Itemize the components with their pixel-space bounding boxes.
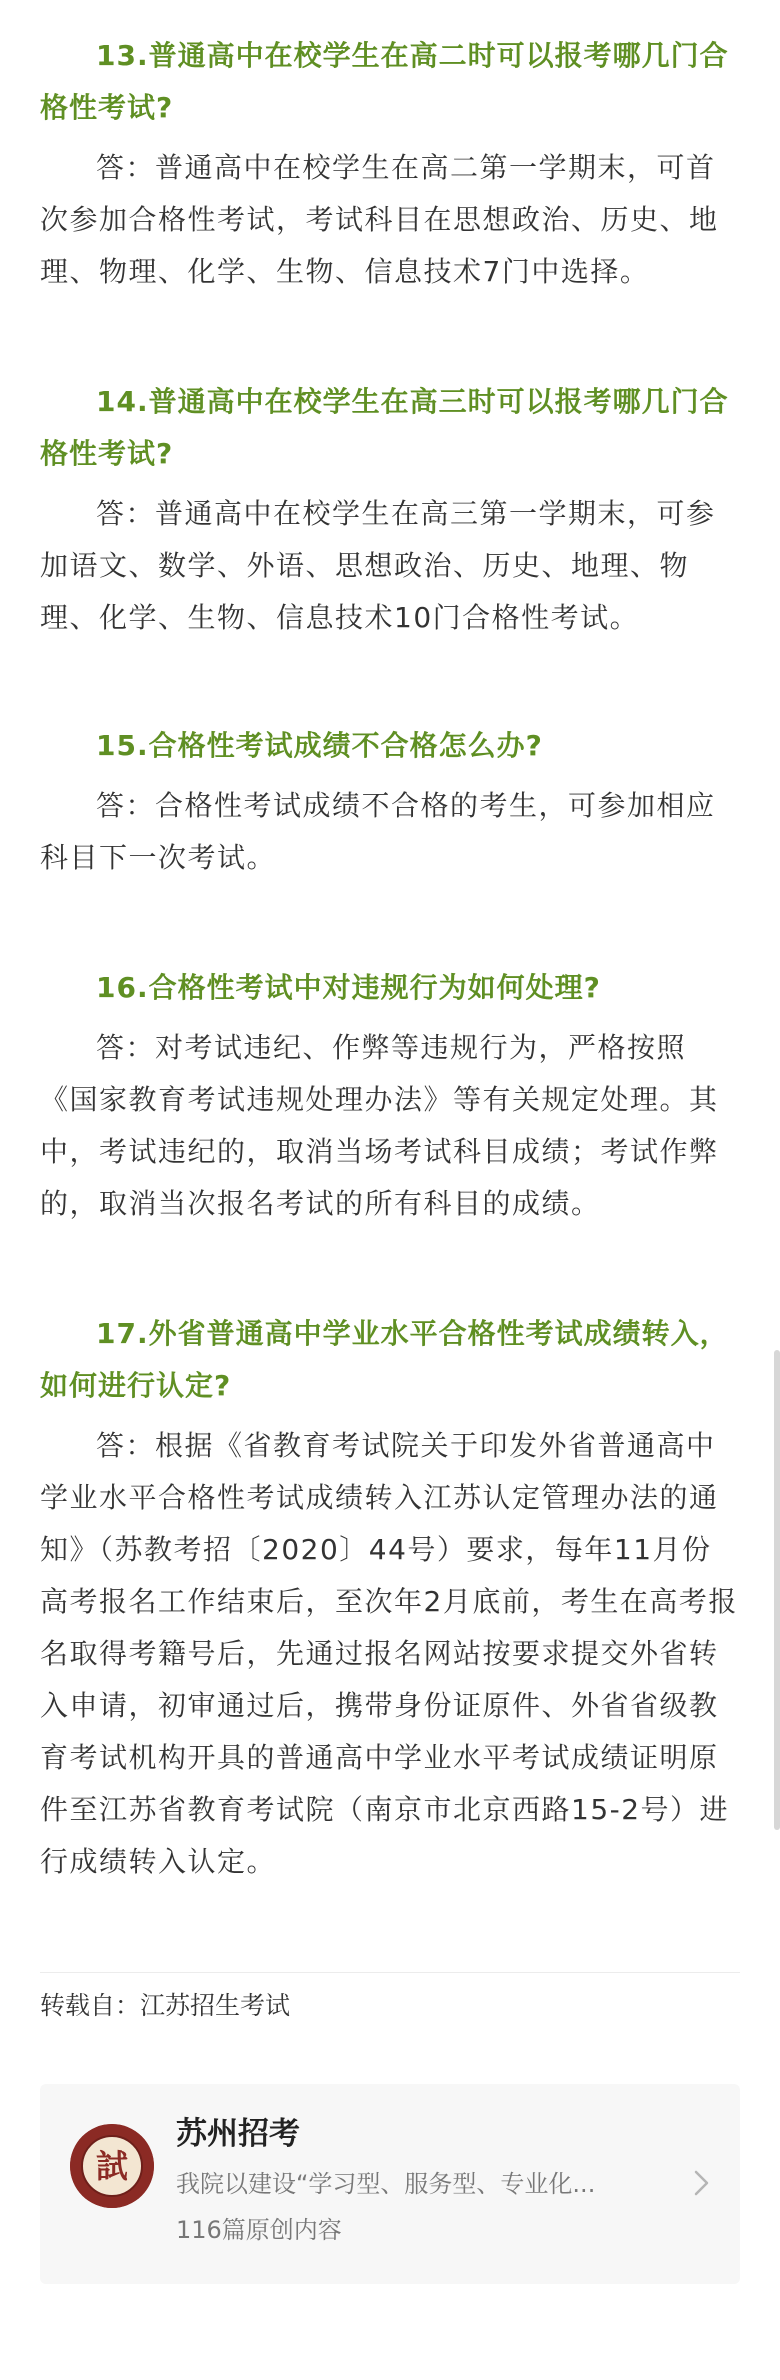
section-divider xyxy=(40,1972,740,1973)
answer-paragraph: 答：普通高中在校学生在高二第一学期末，可首次参加合格性考试，考试科目在思想政治、历史、地理、物理、化学、生物、信息技术7门中选择。 xyxy=(40,151,719,288)
account-card[interactable] xyxy=(40,2084,740,2284)
answer-paragraph: 答：合格性考试成绩不合格的考生，可参加相应科目下一次考试。 xyxy=(40,789,716,874)
question-heading: 14.普通高中在校学生在高三时可以报考哪几门合格性考试? xyxy=(40,385,729,470)
answer-paragraph: 答：对考试违纪、作弊等违规行为，严格按照《国家教育考试违规处理办法》等有关规定处理。其中，考试违纪的，取消当场考试科目成绩；考试作弊的，取消当次报名考试的所有科目的成绩。 xyxy=(40,1031,719,1220)
question-heading: 17.外省普通高中学业水平合格性考试成绩转入，如何进行认定? xyxy=(40,1317,729,1402)
chevron-right-icon[interactable] xyxy=(692,2168,712,2198)
account-avatar[interactable] xyxy=(70,2124,154,2208)
account-name: 苏州招考 xyxy=(176,2116,300,2152)
question-heading: 13.普通高中在校学生在高二时可以报考哪几门合格性考试? xyxy=(40,39,729,124)
scrollbar[interactable] xyxy=(774,1350,780,1830)
qa-item-15 xyxy=(40,720,740,884)
exam-seal-icon xyxy=(70,2124,154,2208)
question-heading: 16.合格性考试中对违规行为如何处理? xyxy=(96,971,601,1004)
qa-item-14 xyxy=(40,376,740,644)
account-stats: 116篇原创内容 xyxy=(176,2216,342,2244)
qa-item-17 xyxy=(40,1308,740,1888)
qa-item-16 xyxy=(40,962,740,1230)
source-attribution: 转载自：江苏招生考试 xyxy=(40,1991,291,2020)
answer-paragraph: 答：根据《省教育考试院关于印发外省普通高中学业水平合格性考试成绩转入江苏认定管理办法的通知》（苏教考招〔2020〕44号）要求，每年11月份高考报名工作结束后，至次年2月底前，考生在高考报名取得考籍号后，先通过报名网站按要求提交外省转入申请，初审通过后，携带身份证原件、外省省级教育考试机构开具的普通高中学业水平考试成绩证明原件至江苏省教育考试院（南京市北京西路15-2号）进行成绩转入认定。 xyxy=(40,1429,738,1878)
question-heading: 15.合格性考试成绩不合格怎么办? xyxy=(96,729,543,762)
account-description: 我院以建设“学习型、服务型、专业化... xyxy=(176,2170,596,2198)
answer-paragraph: 答：普通高中在校学生在高三第一学期末，可参加语文、数学、外语、思想政治、历史、地理、物理、化学、生物、信息技术10门合格性考试。 xyxy=(40,497,716,634)
avatar-glyph: 試 xyxy=(95,2147,129,2185)
qa-item-13 xyxy=(40,30,740,298)
